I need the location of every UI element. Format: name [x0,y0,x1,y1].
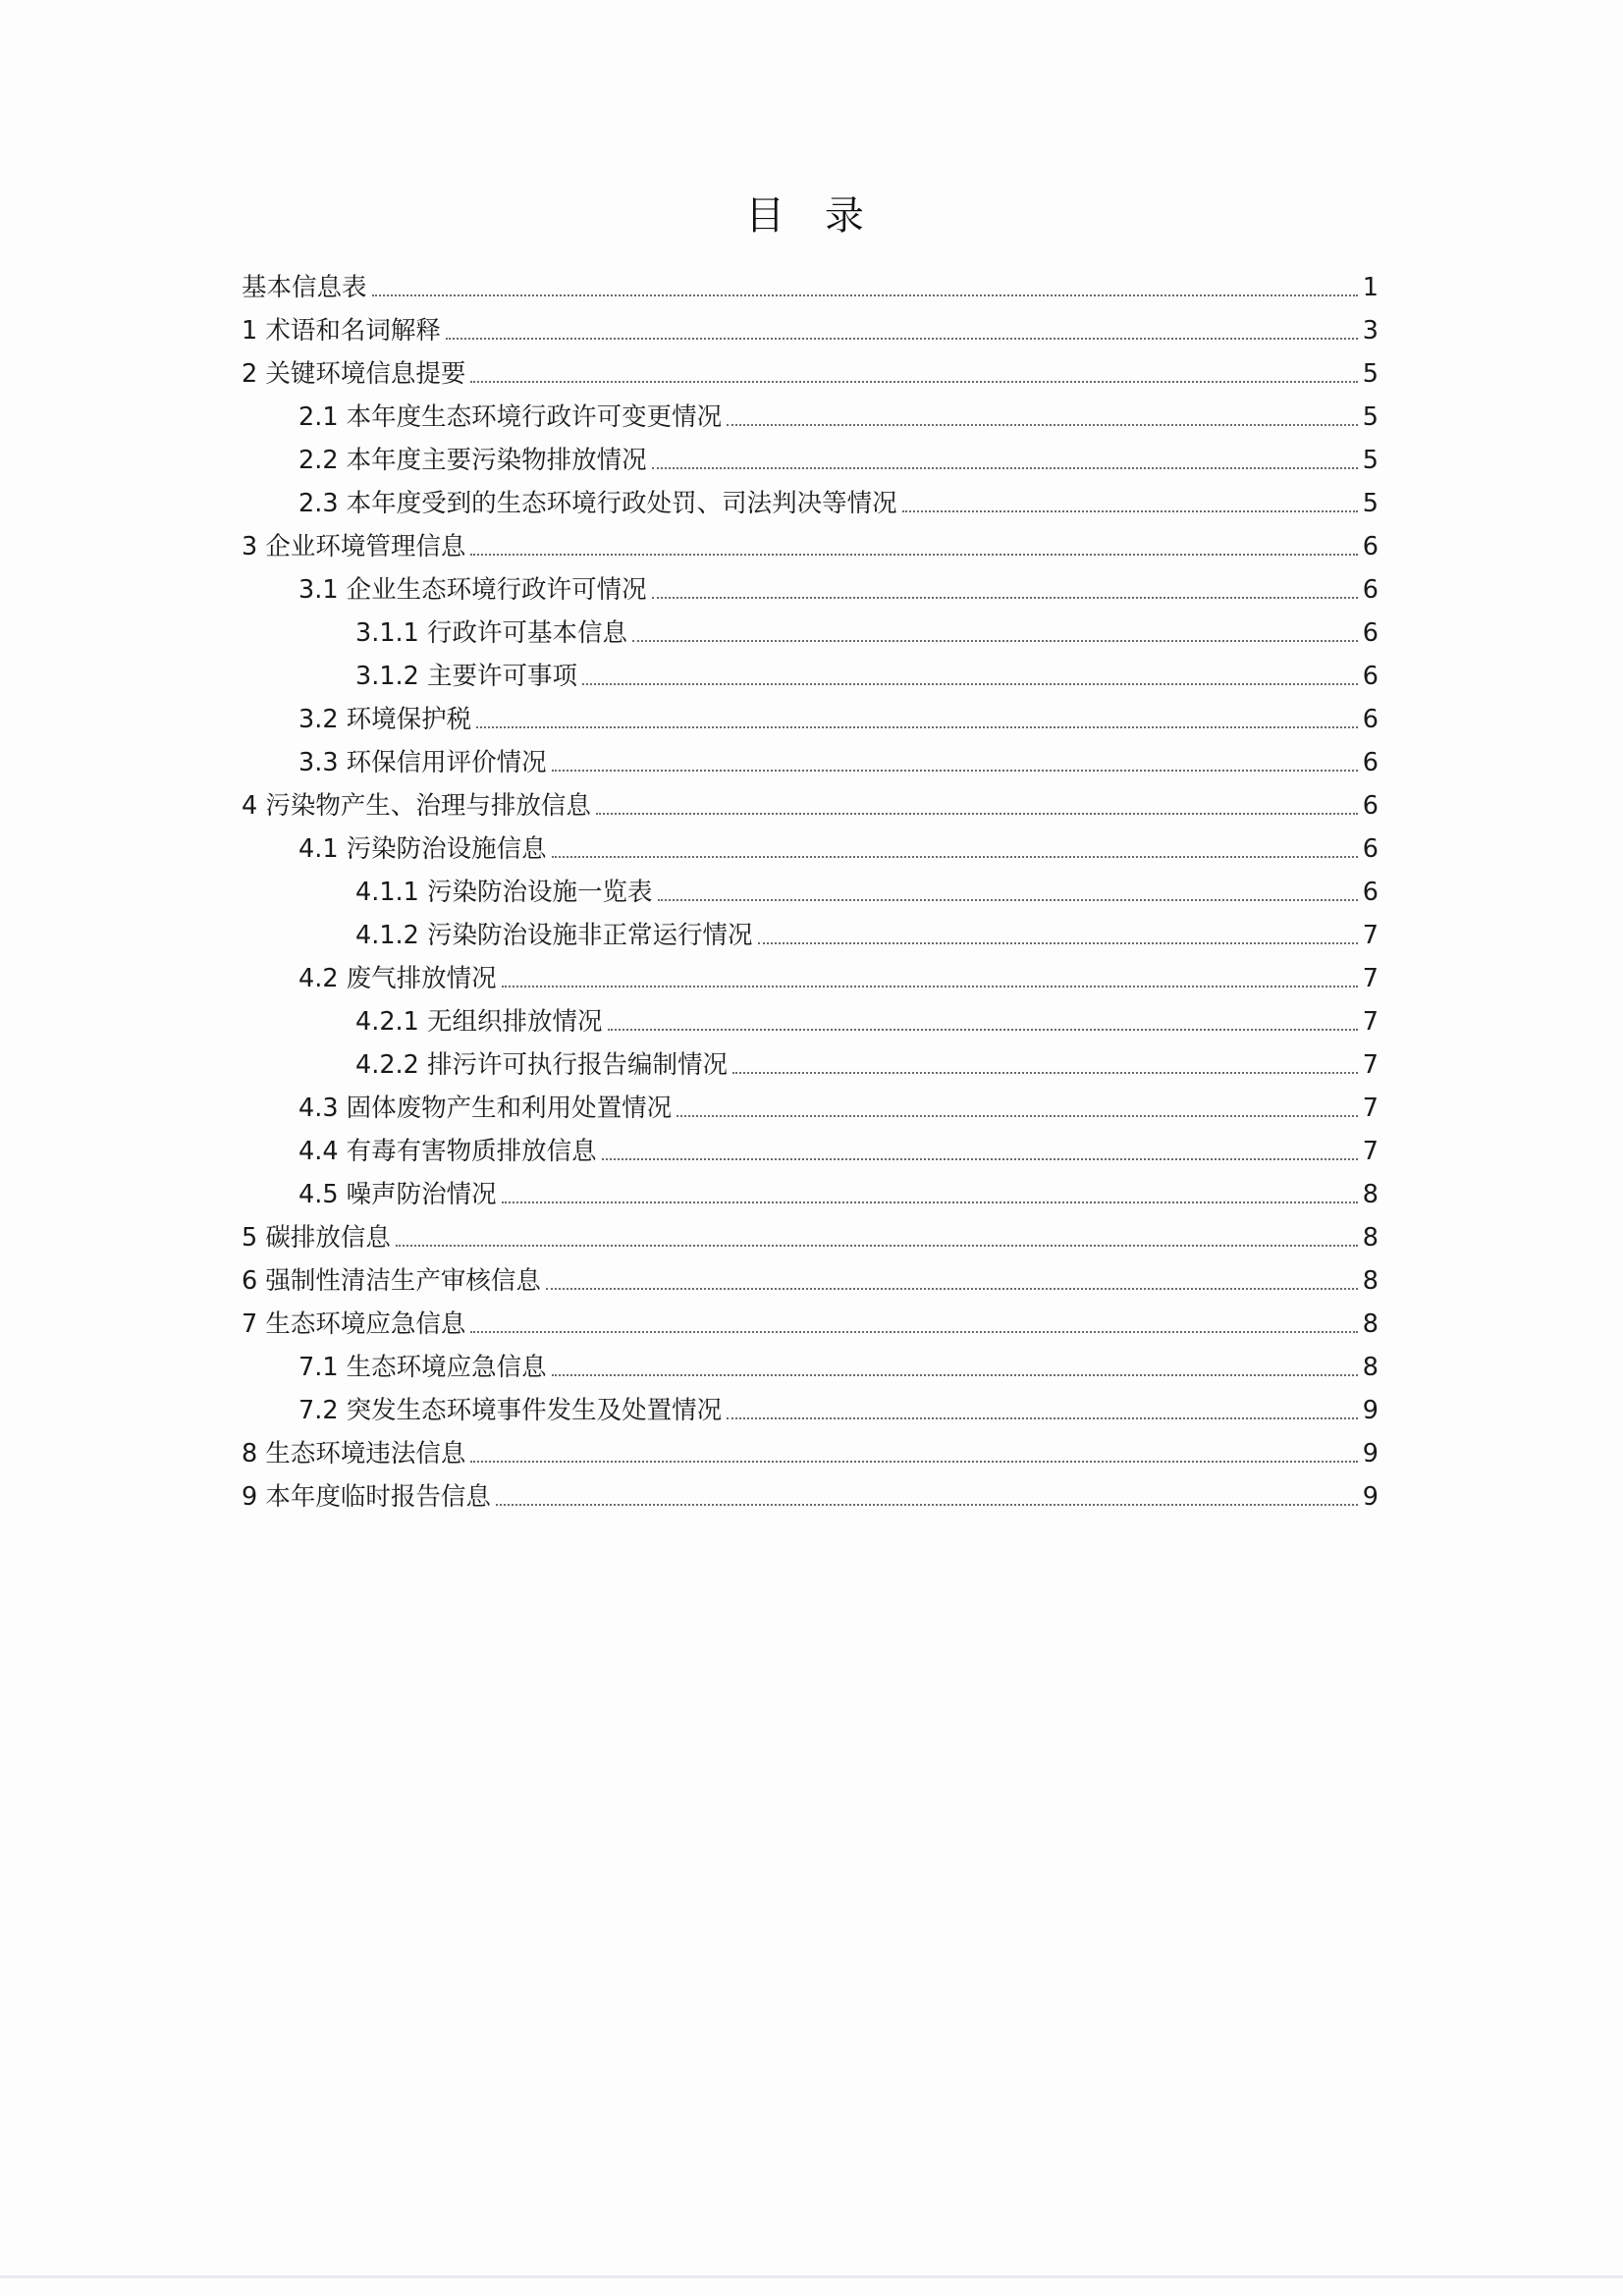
toc-entry[interactable] [242,389,1379,432]
toc-page-number: 8 [1362,1180,1379,1209]
toc-page-number: 6 [1362,532,1379,561]
toc-page-number: 5 [1362,402,1379,432]
toc-dot-leader [470,554,1358,556]
toc-entry-label: 8 生态环境违法信息 [242,1439,466,1468]
toc-dot-leader [496,1504,1358,1506]
toc-page-number: 8 [1362,1266,1379,1296]
toc-entry[interactable] [242,1382,1379,1425]
toc-entry[interactable] [242,302,1379,346]
toc-entry[interactable] [242,1037,1379,1080]
toc-page-number: 8 [1362,1309,1379,1339]
toc-entry[interactable] [242,648,1379,691]
toc-dot-leader [372,294,1358,296]
toc-entry-label: 4.4 有毒有害物质排放信息 [298,1137,597,1166]
toc-entry-label: 4 污染物产生、治理与排放信息 [242,791,591,821]
toc-entry-label: 3.1.2 主要许可事项 [355,662,577,691]
toc-page-number: 9 [1362,1482,1379,1512]
toc-dot-leader [727,1417,1358,1419]
toc-dot-leader [676,1115,1358,1117]
toc-entry[interactable] [242,1339,1379,1382]
page-title: 目 录 [745,193,878,239]
toc-entry[interactable] [242,475,1379,518]
toc-entry-label: 2.2 本年度主要污染物排放情况 [298,446,647,475]
toc-dot-leader [546,1288,1358,1290]
toc-dot-leader [652,467,1358,469]
toc-entry[interactable] [242,605,1379,648]
toc-dot-leader [502,1201,1358,1203]
toc-entry[interactable] [242,1123,1379,1166]
toc-page-number: 5 [1362,489,1379,518]
toc-dot-leader [470,1331,1358,1333]
toc-entry[interactable] [242,259,1379,302]
toc-entry[interactable] [242,432,1379,475]
toc-page-number: 3 [1362,316,1379,346]
toc-entry-label: 3.2 环境保护税 [298,705,472,734]
toc-entry-label: 2.3 本年度受到的生态环境行政处罚、司法判决等情况 [298,489,897,518]
toc-entry[interactable] [242,734,1379,777]
toc-entry-label: 2.1 本年度生态环境行政许可变更情况 [298,402,723,432]
toc-page-number: 1 [1362,273,1379,302]
toc-dot-leader [470,1461,1358,1463]
toc-dot-leader [732,1072,1358,1074]
toc-page-number: 6 [1362,618,1379,648]
toc-entry-label: 4.2 废气排放情况 [298,964,497,993]
toc-dot-leader [902,510,1358,512]
toc-page-number: 7 [1362,1137,1379,1166]
toc-dot-leader [582,683,1358,685]
toc-entry[interactable] [242,777,1379,821]
toc-dot-leader [602,1158,1358,1160]
toc-dot-leader [476,726,1358,728]
toc-entry-label: 4.2.2 排污许可执行报告编制情况 [355,1050,728,1080]
toc-entry[interactable] [242,1425,1379,1468]
toc-page-number: 6 [1362,878,1379,907]
toc-entry-label: 3.3 环保信用评价情况 [298,748,547,777]
toc-dot-leader [470,381,1358,383]
toc-dot-leader [608,1029,1359,1031]
toc-entry-label: 1 术语和名词解释 [242,316,441,346]
toc-entry-label: 4.3 固体废物产生和利用处置情况 [298,1094,673,1123]
toc-entry[interactable] [242,821,1379,864]
toc-dot-leader [552,1374,1358,1376]
toc-page-number: 6 [1362,791,1379,821]
toc-entry[interactable] [242,950,1379,993]
toc-dot-leader [446,338,1358,340]
toc-page-number: 5 [1362,359,1379,389]
toc-entry[interactable] [242,561,1379,605]
toc-entry-label: 4.5 噪声防治情况 [298,1180,497,1209]
toc-page-number: 7 [1362,1094,1379,1123]
toc-dot-leader [758,942,1359,944]
toc-entry[interactable] [242,1166,1379,1209]
toc-page-number: 6 [1362,575,1379,605]
toc-entry[interactable] [242,691,1379,734]
toc-dot-leader [652,597,1358,599]
table-of-contents [242,259,1379,1512]
toc-entry-label: 9 本年度临时报告信息 [242,1482,491,1512]
toc-page-number: 8 [1362,1223,1379,1253]
toc-entry-label: 5 碳排放信息 [242,1223,391,1253]
toc-entry[interactable] [242,1253,1379,1296]
toc-entry[interactable] [242,1468,1379,1512]
toc-entry[interactable] [242,1209,1379,1253]
toc-page-number: 6 [1362,834,1379,864]
toc-entry[interactable] [242,864,1379,907]
toc-entry-label: 7.2 突发生态环境事件发生及处置情况 [298,1396,723,1425]
toc-entry-label: 3 企业环境管理信息 [242,532,466,561]
toc-page-number: 7 [1362,1007,1379,1037]
toc-entry-label: 4.1 污染防治设施信息 [298,834,547,864]
toc-dot-leader [632,640,1358,642]
toc-page-number: 7 [1362,1050,1379,1080]
toc-entry-label: 6 强制性清洁生产审核信息 [242,1266,541,1296]
toc-entry-label: 4.1.1 污染防治设施一览表 [355,878,653,907]
toc-entry[interactable] [242,518,1379,561]
page-bottom-edge [0,2275,1623,2278]
toc-entry[interactable] [242,993,1379,1037]
toc-entry-label: 4.1.2 污染防治设施非正常运行情况 [355,921,753,950]
toc-entry-label: 7 生态环境应急信息 [242,1309,466,1339]
toc-page-number: 5 [1362,446,1379,475]
toc-dot-leader [552,770,1358,772]
toc-entry[interactable] [242,1296,1379,1339]
toc-page-number: 9 [1362,1439,1379,1468]
toc-entry-label: 基本信息表 [242,273,367,302]
toc-page-number: 8 [1362,1353,1379,1382]
toc-dot-leader [727,424,1358,426]
toc-page-number: 7 [1362,921,1379,950]
toc-dot-leader [596,813,1358,815]
toc-page-number: 6 [1362,748,1379,777]
toc-dot-leader [658,899,1359,901]
toc-entry-label: 3.1 企业生态环境行政许可情况 [298,575,647,605]
toc-dot-leader [502,986,1358,988]
toc-entry[interactable] [242,907,1379,950]
toc-page-number: 9 [1362,1396,1379,1425]
toc-entry-label: 2 关键环境信息提要 [242,359,466,389]
toc-page-number: 6 [1362,662,1379,691]
toc-entry[interactable] [242,1080,1379,1123]
toc-entry[interactable] [242,346,1379,389]
toc-entry-label: 7.1 生态环境应急信息 [298,1353,547,1382]
toc-entry-label: 4.2.1 无组织排放情况 [355,1007,603,1037]
toc-dot-leader [552,856,1358,858]
toc-dot-leader [396,1245,1358,1247]
toc-page-number: 7 [1362,964,1379,993]
toc-page-number: 6 [1362,705,1379,734]
toc-entry-label: 3.1.1 行政许可基本信息 [355,618,627,648]
